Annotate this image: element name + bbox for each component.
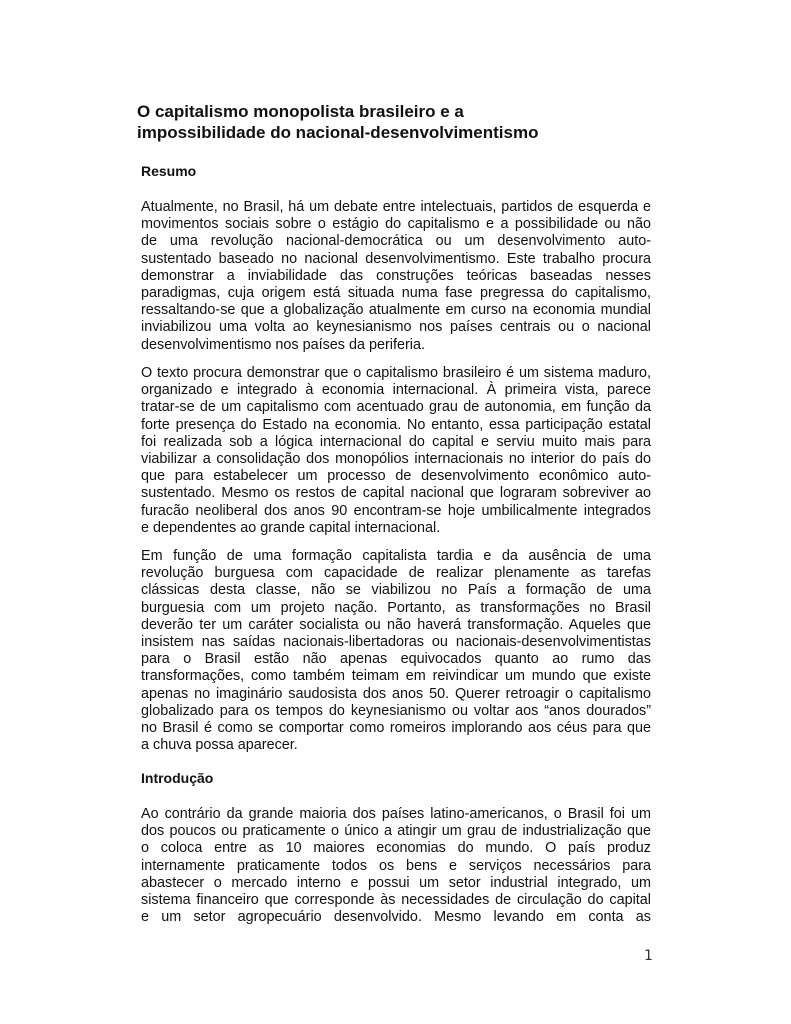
text-line: Atualmente, no Brasil, há um debate entre intelectuais, partidos de esquerda e (141, 199, 651, 215)
text-line: que para estabelecer um processo de desenvolvimento econômico auto- (141, 468, 651, 485)
title-line: O capitalismo monopolista brasileiro e a (137, 102, 464, 121)
text-line: tratar-se de um capitalismo com acentuado grau de autonomia, em função da (141, 399, 651, 416)
text-line: apenas no imaginário saudosista dos anos 50. Querer retroagir o capitalismo (141, 685, 651, 702)
paragraph (141, 365, 651, 537)
paragraph (141, 199, 651, 354)
paragraph (141, 806, 651, 926)
text-line: inviabilizou uma volta ao keynesianismo nos países centrais ou o nacional (141, 319, 651, 336)
text-line: O texto procura demonstrar que o capitalismo brasileiro é um sistema maduro, (141, 365, 651, 381)
text-line: abastecer o mercado interno e possui um setor industrial integrado, um (141, 874, 651, 891)
text-line: no Brasil é como se comportar como romeiros implorando aos céus para que (141, 719, 651, 736)
text-line: viabilizar a consolidação dos monopólios internacionais no interior do país do (141, 450, 651, 467)
text-line: ressaltando-se que a globalização atualmente em curso na economia mundial (141, 302, 651, 319)
text-line: internamente praticamente todos os bens e serviços necessários para (141, 857, 651, 874)
text-line: globalizado para os tempos do keynesianismo ou voltar aos “anos dourados” (141, 702, 651, 719)
text-line: deverão ter um caráter socialista ou não haverá transformação. Aqueles que (141, 616, 651, 633)
text-line: clássicas desta classe, não se viabilizou no País a formação de uma (141, 582, 651, 599)
page-number: 1 (644, 948, 653, 964)
text-line: sustentado. Mesmo os restos de capital nacional que lograram sobreviver ao (141, 485, 651, 502)
text-line: paradigmas, cuja origem está situada numa fase pregressa do capitalismo, (141, 284, 651, 301)
text-line: e dependentes ao grande capital internacional. (141, 519, 441, 536)
text-line: furacão neoliberal dos anos 90 encontram-se hoje umbilicalmente integrados (141, 502, 651, 519)
text-line: e um setor agropecuário desenvolvido. Mesmo levando em conta as (141, 909, 651, 926)
text-line: burguesia com um projeto nação. Portanto, as transformações no Brasil (141, 599, 651, 616)
text-line: transformações, como também teimam em reivindicar um mundo que existe (141, 668, 651, 685)
document-title (137, 101, 637, 143)
text-line: dos poucos ou praticamente o único a atingir um grau de industrialização que (141, 823, 651, 840)
text-line: Em função de uma formação capitalista tardia e da ausência de uma (141, 548, 651, 564)
title-line: impossibilidade do nacional-desenvolvimentismo (137, 123, 539, 142)
section-heading-introducao: Introdução (141, 770, 214, 786)
text-line: desenvolvimentismo nos países da periferia. (141, 336, 425, 353)
text-line: sustentado baseado no nacional desenvolvimentismo. Este trabalho procura (141, 250, 651, 267)
text-line: foi realizada sob a lógica internacional do capital e serviu muito mais para (141, 433, 651, 450)
text-line: sistema financeiro que corresponde às necessidades de circulação do capital (141, 891, 651, 908)
paragraph (141, 548, 651, 754)
text-line: o coloca entre as 10 maiores economias do mundo. O país produz (141, 840, 651, 857)
text-line: demonstrar a inviabilidade das construções teóricas baseadas nesses (141, 267, 651, 284)
section-heading-resumo: Resumo (141, 163, 197, 179)
text-line: organizado e integrado à economia internacional. À primeira vista, parece (141, 382, 651, 399)
text-line: revolução burguesa com capacidade de realizar plenamente as tarefas (141, 565, 651, 582)
text-line: insistem nas saídas nacionais-libertadoras ou nacionais-desenvolvimentistas (141, 633, 651, 650)
text-line: para o Brasil estão não apenas equivocados quanto ao rumo das (141, 651, 651, 668)
text-line: movimentos sociais sobre o estágio do capitalismo e a possibilidade ou não (141, 216, 651, 233)
text-line: forte presença do Estado na economia. No entanto, essa participação estatal (141, 416, 651, 433)
text-line: de uma revolução nacional-democrática ou um desenvolvimento auto- (141, 233, 651, 250)
text-line: Ao contrário da grande maioria dos países latino-americanos, o Brasil foi um (141, 806, 651, 822)
text-line: a chuva possa aparecer. (141, 737, 298, 754)
